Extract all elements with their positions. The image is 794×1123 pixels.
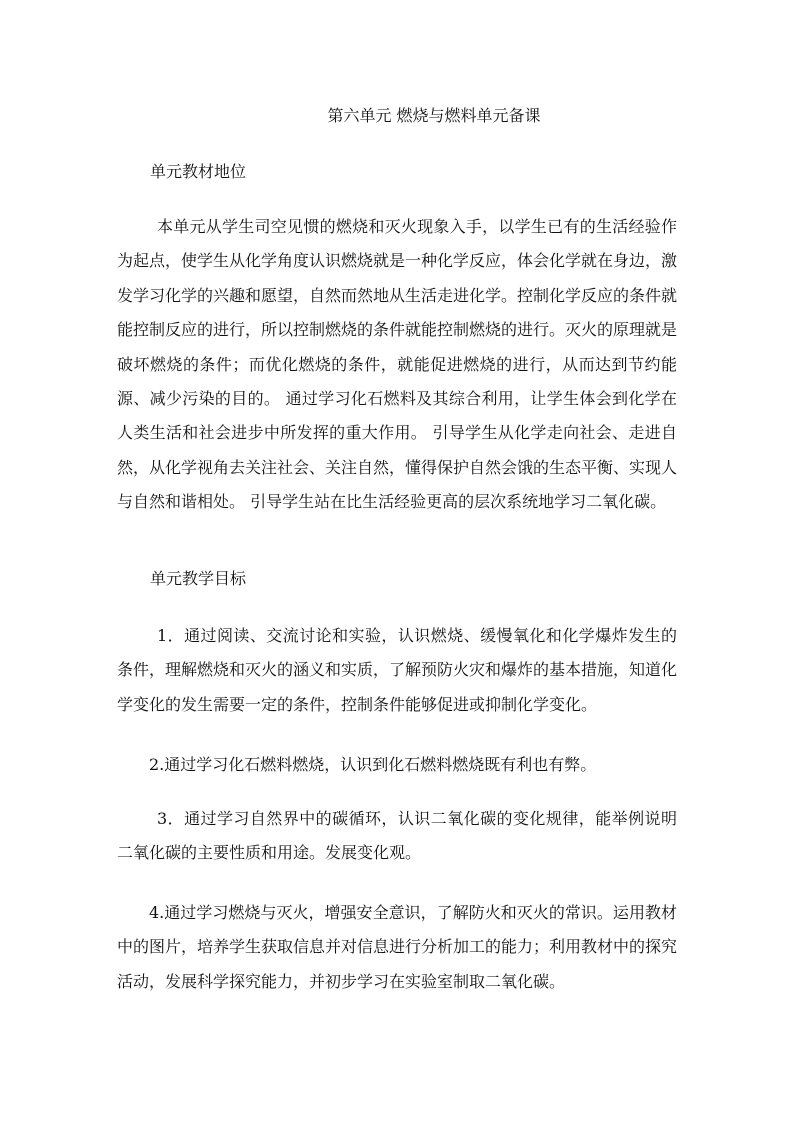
goal-item-1: 1．通过阅读、交流讨论和实验，认识燃烧、缓慢氧化和化学爆炸发生的条件，理解燃烧和灭火的涵义和实质，了解预防火灾和爆炸的基本措施，知道化学变化的发生需要一定的条件，控制条件能够促进或抑制化学变化。	[117, 626, 678, 714]
goal-item-2: 2.通过学习化石燃料燃烧，认识到化石燃料燃烧既有利也有弊。	[149, 755, 597, 774]
section-heading-unit-position: 单元教材地位	[150, 162, 247, 181]
document-title: 第六单元 燃烧与燃料单元备课	[327, 106, 541, 125]
unit-position-paragraph: 本单元从学生司空见惯的燃烧和灭火现象入手，以学生已有的生活经验作为起点，使学生从化学角度认识燃烧就是一种化学反应，体会化学就在身边，激发学习化学的兴趣和愿望，自然而然地从生活走进化学。控制化学反应的条件就能控制反应的进行，所以控制燃烧的条件就能控制燃烧的进行。灭火的原理就是破坏燃烧的条件；而优化燃烧的条件，就能促进燃烧的进行，从而达到节约能源、减少污染的目的。 通过学习化石燃料及其综合利用，让学生体会到化学在人类生活和社会进步中所发挥的重大作用。 引导学生从化学走向社会、走进自然，从化学视角去关注社会、关注自然，懂得保护自然会饿的生态平衡、实现人与自然和谐相处。 引导学生站在比生活经验更高的层次系统地学习二氧化碳。	[117, 217, 678, 512]
goal-item-4: 4.通过学习燃烧与灭火，增强安全意识，了解防火和灭火的常识。运用教材中的图片，培养学生获取信息并对信息进行分析加工的能力；利用教材中的探究活动，发展科学探究能力，并初步学习在实验室制取二氧化碳。	[117, 903, 678, 991]
goal-item-3: 3．通过学习自然界中的碳循环，认识二氧化碳的变化规律，能举例说明二氧化碳的主要性质和用途。发展变化观。	[117, 809, 677, 863]
section-heading-teaching-goals: 单元教学目标	[150, 569, 247, 588]
